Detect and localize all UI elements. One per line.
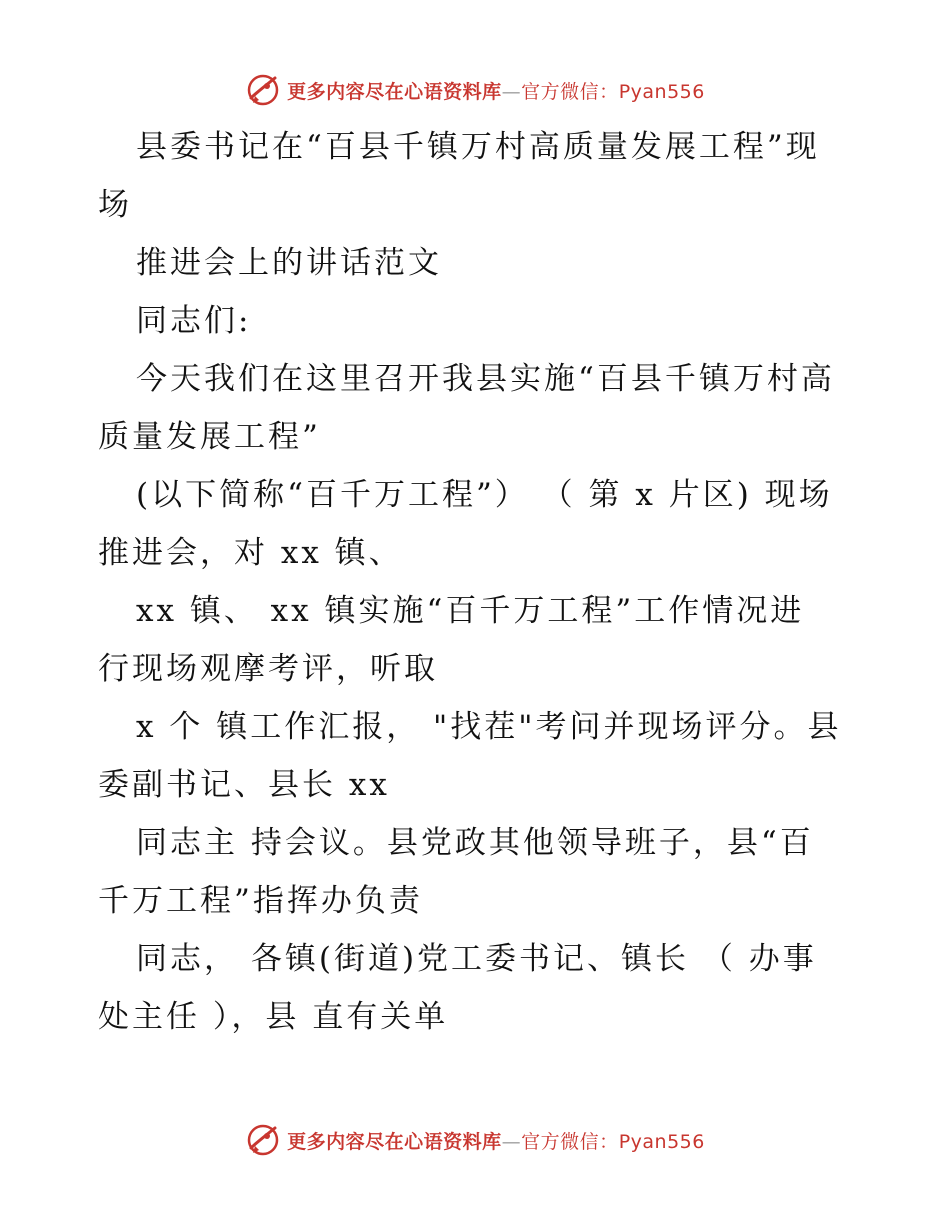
- watermark-separator: —: [501, 80, 522, 103]
- paragraph-line: 行现场观摩考评，听取: [98, 651, 438, 687]
- watermark-brand: 更多内容尽在心语资料库: [287, 1130, 502, 1153]
- paragraph-line: 质量发展工程”: [98, 419, 321, 455]
- paragraph-line: 处主任 ），县 直有关单: [98, 999, 449, 1035]
- paragraph-line: x 个 镇工作汇报， "找茬"考问并现场评分。县: [136, 709, 842, 745]
- paragraph-line: 千万工程”指挥办负责: [98, 883, 423, 919]
- pen-logo-icon: [245, 72, 281, 108]
- paragraph-line: 同志主 持会议。县党政其他领导班子，县“百: [136, 825, 814, 861]
- paragraph-line: 推进会，对 xx 镇、: [98, 535, 403, 571]
- title-line-wrap: 场: [98, 187, 132, 223]
- watermark-wechat-id: Pyan556: [618, 80, 705, 103]
- paragraph-line: 委副书记、县长 xx: [98, 767, 390, 803]
- watermark-text: [287, 1127, 705, 1154]
- paragraph-line: xx 镇、 xx 镇实施“百千万工程”工作情况进: [136, 593, 805, 629]
- paragraph-line: 同志， 各镇(街道)党工委书记、镇长 （ 办事: [136, 941, 817, 977]
- paragraph-line: 今天我们在这里召开我县实施“百县千镇万村高: [136, 361, 835, 397]
- watermark-label: 官方微信：: [521, 1130, 619, 1153]
- watermark-brand: 更多内容尽在心语资料库: [287, 80, 502, 103]
- watermark-separator: —: [501, 1130, 522, 1153]
- watermark-text: [287, 77, 705, 104]
- salutation: 同志们:: [136, 303, 252, 339]
- watermark-wechat-id: Pyan556: [618, 1130, 705, 1153]
- document-body: [98, 118, 858, 1046]
- pen-logo-icon: [245, 1122, 281, 1158]
- footer-watermark: [0, 1120, 950, 1160]
- title-line: 县委书记在“百县千镇万村高质量发展工程”现: [136, 129, 820, 165]
- header-watermark: [0, 70, 950, 110]
- title-line: 推进会上的讲话范文: [136, 245, 442, 281]
- watermark-label: 官方微信：: [521, 80, 619, 103]
- paragraph-line: (以下简称“百千万工程”） （ 第 x 片区) 现场: [136, 477, 833, 513]
